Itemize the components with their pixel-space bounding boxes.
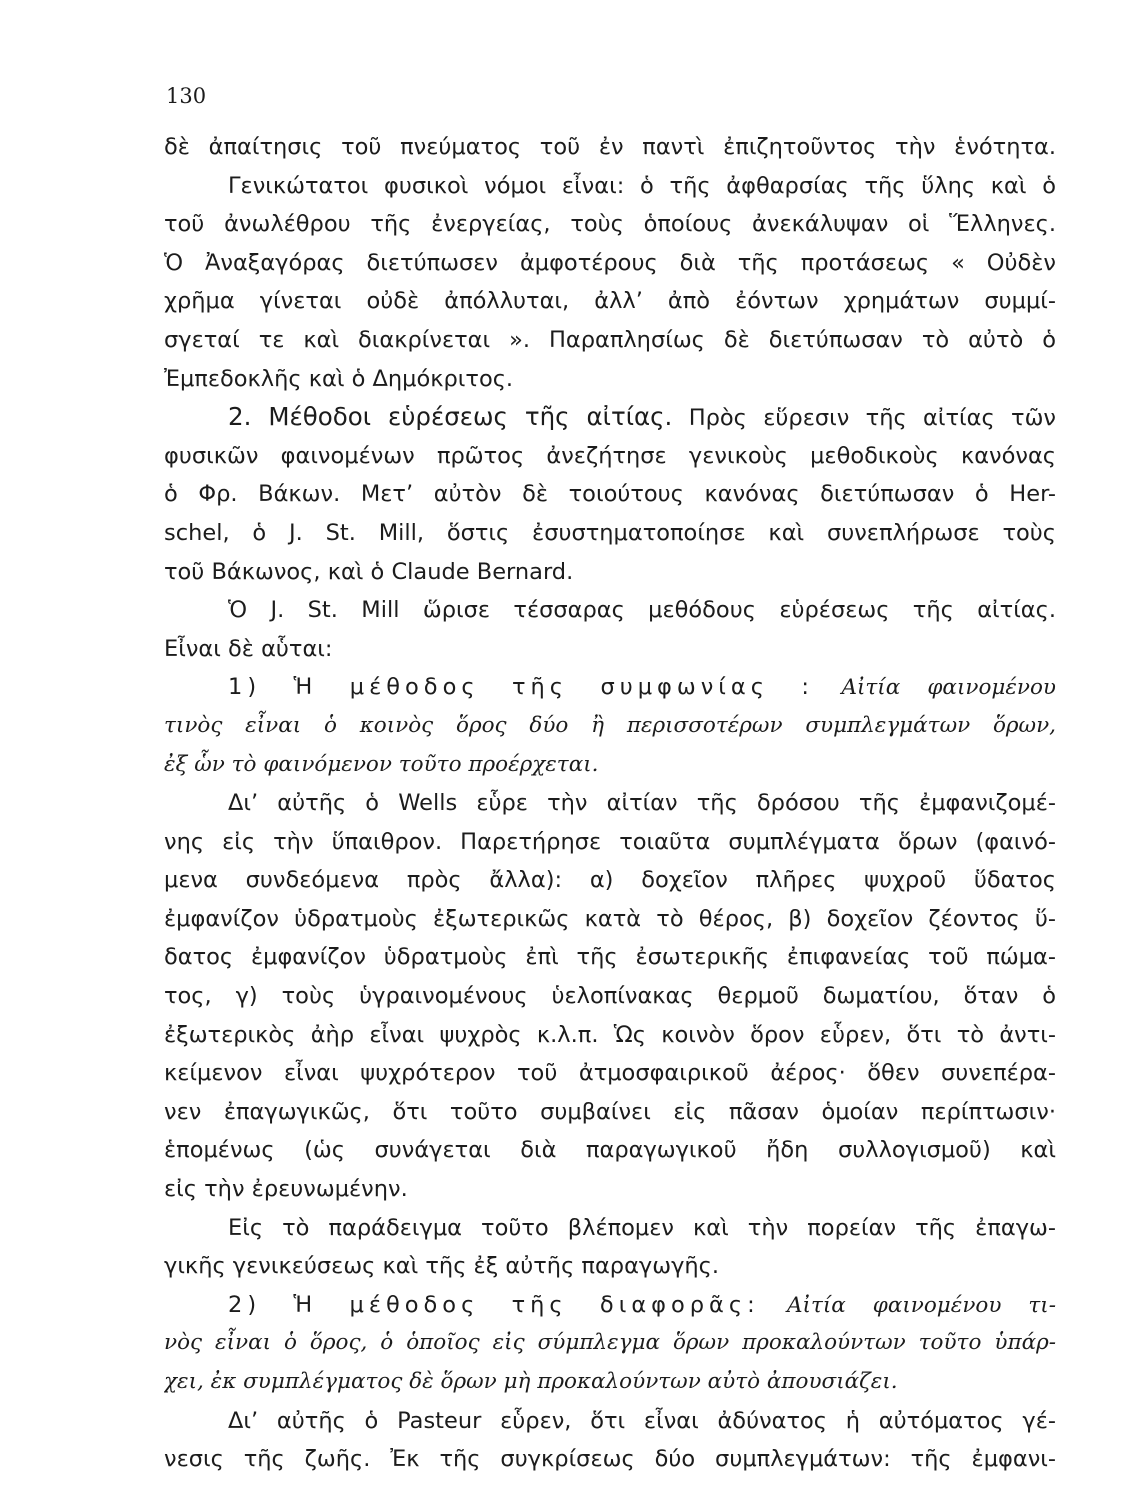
text-line: τος, γ) τοὺς ὑγραινομένους ὑελοπίνακας θερμοῦ δωματίου, ὅταν ὁ — [164, 983, 1056, 1010]
text-line: Γενικώτατοι φυσικοὶ νόμοι εἶναι: ὁ τῆς ἀφθαρσίας τῆς ὕλης καὶ ὁ — [228, 172, 1056, 199]
text-line: νεν ἐπαγωγικῶς, ὅτι τοῦτο συμβαίνει εἰς πᾶσαν ὁμοίαν περίπτωσιν· — [164, 1098, 1056, 1125]
definition-run: Αἰτία φαινομένου τι- — [786, 1292, 1056, 1318]
body-text — [164, 128, 1056, 1479]
text-line: κείμενον εἶναι ψυχρότερον τοῦ ἀτμοσφαιρικοῦ ἀέρος· ὅθεν συνεπέρα- — [164, 1060, 1056, 1087]
text-line: σγεταί τε καὶ διακρίνεται ». Παραπλησίως δὲ διετύπωσαν τὸ αὐτὸ ὁ — [164, 326, 1056, 353]
text-line: ἑπομένως (ὡς συνάγεται διὰ παραγωγικοῦ ἤδη συλλογισμοῦ) καὶ — [164, 1137, 1056, 1164]
section-heading-line — [164, 398, 1056, 437]
text-line: ἐμφανίζον ὑδρατμοὺς ἐξωτερικῶς κατὰ τὸ θέρος, β) δοχεῖον ζέοντος ὕ- — [164, 905, 1056, 932]
text-line: μενα συνδεόμενα πρὸς ἄλλα): α) δοχεῖον πλῆρες ψυχροῦ ὕδατος — [164, 867, 1056, 894]
text-line: Ἐμπεδοκλῆς καὶ ὁ Δημόκριτος. — [164, 365, 514, 392]
text-line: Δι’ αὐτῆς ὁ Pasteur εὗρεν, ὅτι εἶναι ἀδύνατος ἡ αὐτόματος γέ- — [228, 1407, 1056, 1434]
method-title: 1) Ἡ μέθοδος τῆς συμφωνίας : — [228, 674, 814, 701]
text-line: τοῦ Βάκωνος, καὶ ὁ Claude Bernard. — [164, 558, 574, 585]
method-title-line — [164, 668, 1056, 707]
text-line: δατος ἐμφανίζον ὑδρατμοὺς ἐπὶ τῆς ἐσωτερικῆς ἐπιφανείας τοῦ πώμα- — [164, 944, 1056, 971]
text-line: Ὁ Ἀναξαγόρας διετύπωσεν ἀμφοτέρους διὰ τῆς προτάσεως « Οὐδὲν — [164, 249, 1056, 276]
text-line: δὲ ἀπαίτησις τοῦ πνεύματος τοῦ ἐν παντὶ ἐπιζητοῦντος τὴν ἑνότητα. — [164, 134, 1056, 160]
text-line: νεσις τῆς ζωῆς. Ἐκ τῆς συγκρίσεως δύο συμπλεγμάτων: τῆς ἐμφανι- — [164, 1446, 1056, 1473]
text-line: ὁ Φρ. Βάκων. Μετ’ αὐτὸν δὲ τοιούτους κανόνας διετύπωσαν ὁ Her- — [164, 481, 1056, 508]
text-line: Δι’ αὐτῆς ὁ Wells εὗρε τὴν αἰτίαν τῆς δρόσου τῆς ἐμφανιζομέ- — [228, 790, 1056, 817]
definition-line: τινὸς εἶναι ὁ κοινὸς ὅρος δύο ἢ περισσοτέρων συμπλεγμάτων ὅρων, — [164, 712, 1056, 738]
text-line: χρῆμα γίνεται οὐδὲ ἀπόλλυται, ἀλλ’ ἀπὸ ἐόντων χρημάτων συμμί- — [164, 288, 1056, 315]
page-number: 130 — [166, 84, 207, 108]
text-line: ἐξωτερικὸς ἀὴρ εἶναι ψυχρὸς κ.λ.π. Ὡς κοινὸν ὅρον εὗρεν, ὅτι τὸ ἀντι- — [164, 1021, 1056, 1048]
text-line: νης εἰς τὴν ὕπαιθρον. Παρετήρησε τοιαῦτα συμπλέγματα ὅρων (φαινό- — [164, 828, 1056, 855]
text-line: Εἰς τὸ παράδειγμα τοῦτο βλέπομεν καὶ τὴν πορείαν τῆς ἐπαγω- — [228, 1214, 1056, 1241]
section-heading: 2. Μέθοδοι εὑρέσεως τῆς αἰτίας. — [228, 402, 673, 432]
text-line: φυσικῶν φαινομένων πρῶτος ἀνεζήτησε γενικοὺς μεθοδικοὺς κανόνας — [164, 442, 1056, 469]
text-line: τοῦ ἀνωλέθρου τῆς ἐνεργείας, τοὺς ὁποίους ἀνεκάλυψαν οἱ Ἕλληνες. — [164, 211, 1056, 238]
text-line: Ὁ J. St. Mill ὥρισε τέσσαρας μεθόδους εὑρέσεως τῆς αἰτίας. — [228, 597, 1056, 624]
definition-line: ἐξ ὧν τὸ φαινόμενον τοῦτο προέρχεται. — [164, 751, 599, 777]
definition-run: Αἰτία φαινομένου — [841, 675, 1056, 701]
method-title: 2) Ἡ μέθοδος τῆς διαφορᾶς: — [228, 1291, 760, 1318]
method-title-line — [164, 1286, 1056, 1325]
definition-line: νὸς εἶναι ὁ ὅρος, ὁ ὁποῖος εἰς σύμπλεγμα ὅρων προκαλούντων τοῦτο ὑπάρ- — [164, 1330, 1056, 1356]
definition-line: χει, ἐκ συμπλέγματος δὲ ὅρων μὴ προκαλούντων αὐτὸ ἀπουσιάζει. — [164, 1369, 898, 1394]
text-line: εἰς τὴν ἐρευνωμένην. — [164, 1176, 408, 1203]
text-line: Εἶναι δὲ αὗται: — [164, 635, 333, 662]
text-line: γικῆς γενικεύσεως καὶ τῆς ἐξ αὐτῆς παραγωγῆς. — [164, 1253, 720, 1280]
text-line: schel, ὁ J. St. Mill, ὅστις ἐσυστηματοποίησε καὶ συνεπλήρωσε τοὺς — [164, 519, 1056, 546]
text-run: Πρὸς εὕρεσιν τῆς αἰτίας τῶν — [688, 405, 1056, 432]
